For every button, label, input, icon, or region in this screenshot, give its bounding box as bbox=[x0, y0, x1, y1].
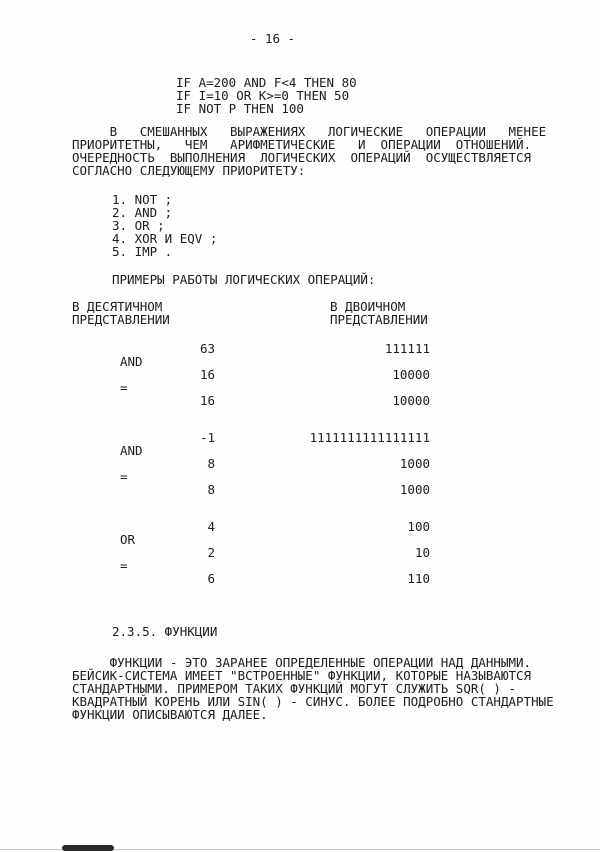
code-line: IF A=200 AND F<4 THEN 80 bbox=[176, 75, 357, 90]
binary-value: 1000 bbox=[399, 456, 430, 471]
decimal-value: -1 bbox=[199, 430, 215, 445]
decimal-header-line: В ДЕСЯТИЧНОМ bbox=[72, 299, 163, 314]
table-row bbox=[72, 431, 600, 444]
list-item: 2. AND ; bbox=[112, 205, 173, 220]
operator-cell bbox=[72, 572, 167, 585]
table-row bbox=[72, 342, 600, 355]
table-row bbox=[72, 355, 600, 368]
decimal-value: 8 bbox=[207, 456, 215, 471]
priority-list bbox=[112, 193, 600, 258]
paragraph-line: КВАДРАТНЫЙ КОРЕНЬ ИЛИ SIN( ) - СИНУС. БОЛЕЕ ПОДРОБНО СТАНДАРТНЫЕ bbox=[72, 694, 554, 709]
code-block bbox=[176, 76, 600, 115]
decimal-header-line: ПРЕДСТАВЛЕНИИ bbox=[72, 312, 170, 327]
paragraph-line: БЕЙСИК-СИСТЕМА ИМЕЕТ "ВСТРОЕННЫЕ" ФУНКЦИИ, КОТОРЫЕ НАЗЫВАЮТСЯ bbox=[72, 668, 532, 683]
table-row bbox=[72, 483, 600, 496]
binary-value: 10000 bbox=[392, 393, 430, 408]
decimal-value: 63 bbox=[199, 341, 215, 356]
paragraph-functions bbox=[72, 656, 600, 721]
operator-cell bbox=[72, 483, 167, 496]
list-item: 3. OR ; bbox=[112, 218, 165, 233]
paragraph-line: СОГЛАСНО СЛЕДУЮЩЕМУ ПРИОРИТЕТУ: bbox=[72, 163, 306, 178]
operator-label: AND bbox=[120, 354, 143, 369]
table-row bbox=[72, 457, 600, 470]
operator-label: AND bbox=[120, 443, 143, 458]
decimal-value: 16 bbox=[199, 393, 215, 408]
decimal-value: 2 bbox=[207, 545, 215, 560]
equals-label: = bbox=[120, 469, 128, 484]
equals-label: = bbox=[120, 380, 128, 395]
scan-artifact bbox=[62, 845, 114, 851]
page-number: - 16 - bbox=[249, 31, 296, 46]
list-item: 1. NOT ; bbox=[112, 192, 173, 207]
operator-cell bbox=[72, 394, 167, 407]
code-line: IF NOT P THEN 100 bbox=[176, 101, 304, 116]
binary-value: 1111111111111111 bbox=[309, 430, 430, 445]
paragraph-line: ФУНКЦИИ - ЭТО ЗАРАНЕЕ ОПРЕДЕЛЕННЫЕ ОПЕРАЦИИ НАД ДАННЫМИ. bbox=[72, 655, 532, 670]
paragraph-logic-priority bbox=[72, 125, 600, 177]
paragraph-line: СТАНДАРТНЫМИ. ПРИМЕРОМ ТАКИХ ФУНКЦИЙ МОГУТ СЛУЖИТЬ SQR( ) - bbox=[72, 681, 517, 696]
binary-value: 10 bbox=[414, 545, 430, 560]
code-line: IF I=10 OR K>=0 THEN 50 bbox=[176, 88, 350, 103]
logic-example-group-and-2 bbox=[72, 431, 600, 496]
list-item: 5. IMP . bbox=[112, 244, 173, 259]
table-row bbox=[72, 533, 600, 546]
table-row bbox=[72, 381, 600, 394]
examples-heading: ПРИМЕРЫ РАБОТЫ ЛОГИЧЕСКИХ ОПЕРАЦИЙ: bbox=[112, 272, 376, 287]
table-row bbox=[72, 368, 600, 381]
table-row bbox=[72, 444, 600, 457]
binary-value: 110 bbox=[407, 571, 430, 586]
binary-value: 100 bbox=[407, 519, 430, 534]
decimal-value: 4 bbox=[207, 519, 215, 534]
paragraph-line: ОЧЕРЕДНОСТЬ ВЫПОЛНЕНИЯ ЛОГИЧЕСКИХ ОПЕРАЦИЙ ОСУЩЕСТВЛЯЕТСЯ bbox=[72, 150, 532, 165]
paragraph-line: ФУНКЦИИ ОПИСЫВАЮТСЯ ДАЛЕЕ. bbox=[72, 707, 268, 722]
table-row bbox=[72, 559, 600, 572]
decimal-value: 8 bbox=[207, 482, 215, 497]
section-heading: 2.3.5. ФУНКЦИИ bbox=[112, 624, 218, 639]
operator-label: OR bbox=[120, 532, 136, 547]
decimal-value: 16 bbox=[199, 367, 215, 382]
logic-example-group-and-1 bbox=[72, 342, 600, 407]
logic-example-group-or bbox=[72, 520, 600, 585]
table-row bbox=[72, 546, 600, 559]
table-row bbox=[72, 394, 600, 407]
list-item: 4. XOR И EQV ; bbox=[112, 231, 218, 246]
binary-header-line: ПРЕДСТАВЛЕНИИ bbox=[330, 312, 428, 327]
paragraph-line: ПРИОРИТЕТНЫ, ЧЕМ АРИФМЕТИЧЕСКИЕ И ОПЕРАЦИИ ОТНОШЕНИЙ. bbox=[72, 137, 532, 152]
decimal-value: 6 bbox=[207, 571, 215, 586]
table-headers bbox=[72, 300, 600, 326]
equals-label: = bbox=[120, 558, 128, 573]
binary-header bbox=[330, 300, 428, 326]
paragraph-line: В СМЕШАННЫХ ВЫРАЖЕНИЯХ ЛОГИЧЕСКИЕ ОПЕРАЦИИ МЕНЕЕ bbox=[72, 124, 547, 139]
table-row bbox=[72, 572, 600, 585]
binary-value: 10000 bbox=[392, 367, 430, 382]
binary-value: 1000 bbox=[399, 482, 430, 497]
binary-header-line: В ДВОИЧНОМ bbox=[330, 299, 406, 314]
binary-value: 111111 bbox=[384, 341, 430, 356]
table-row bbox=[72, 520, 600, 533]
table-row bbox=[72, 470, 600, 483]
decimal-header bbox=[72, 300, 330, 326]
